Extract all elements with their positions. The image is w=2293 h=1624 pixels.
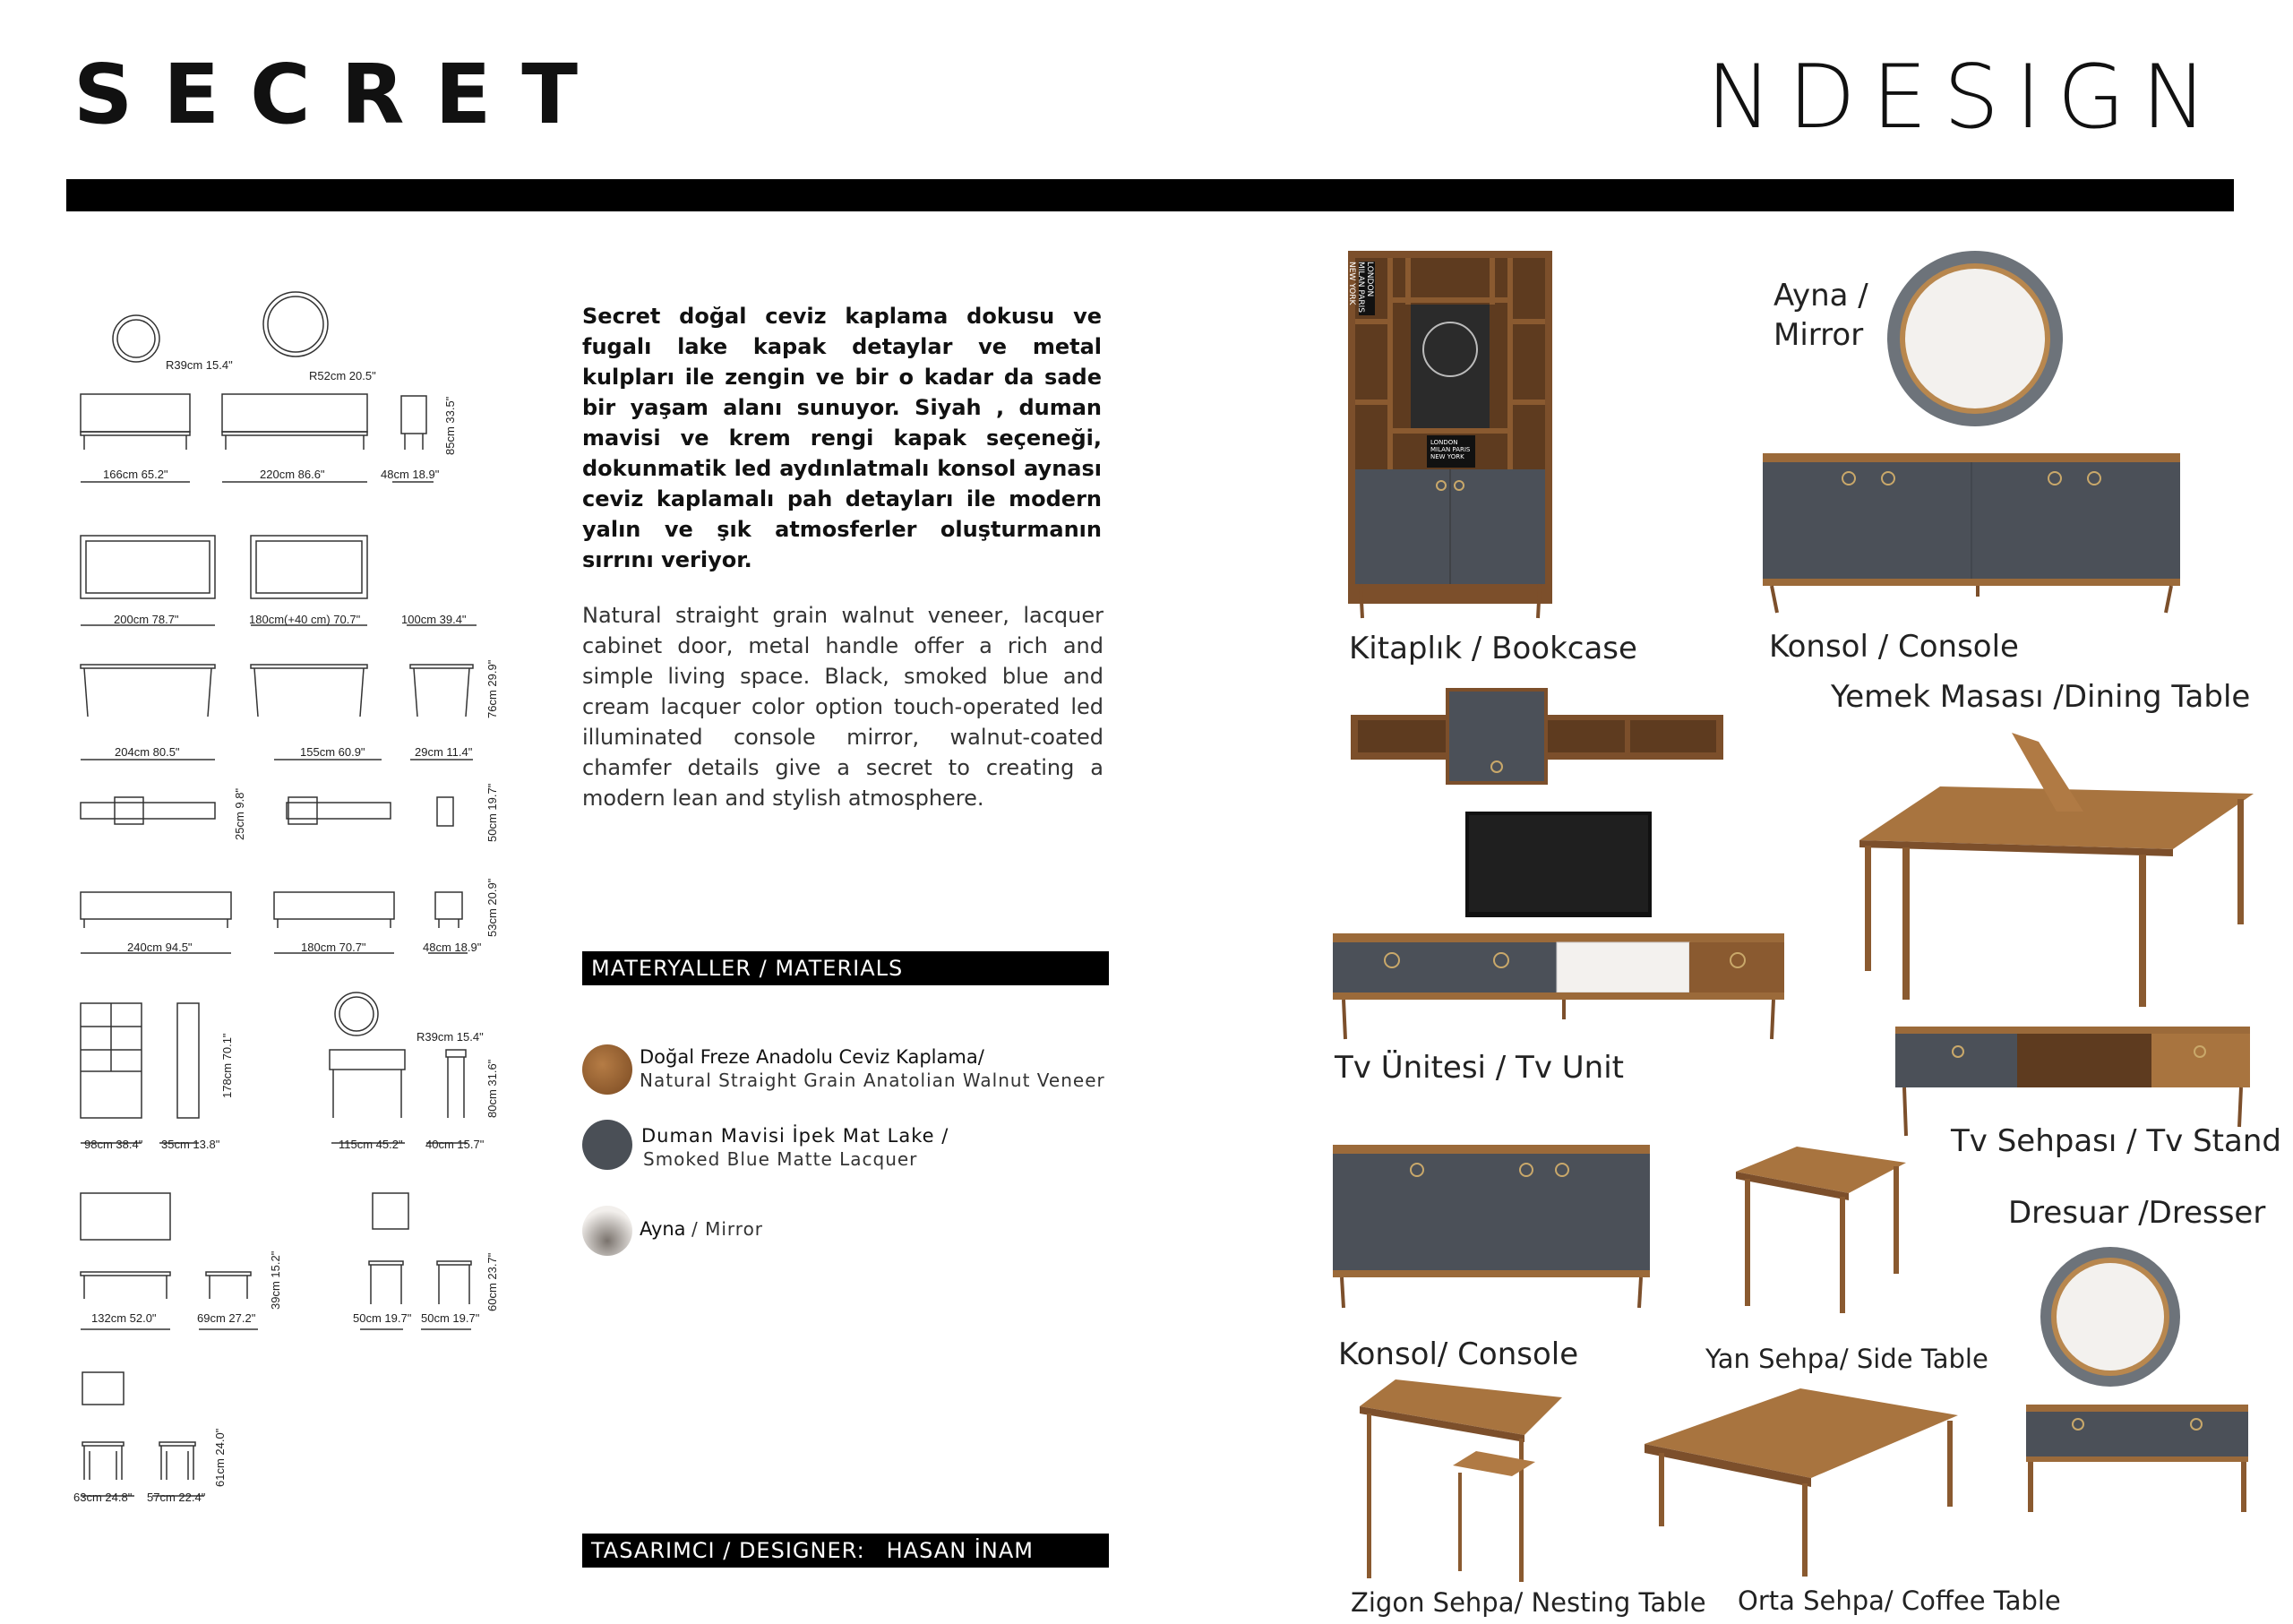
dim-console-small: 166cm 65.2"	[103, 468, 168, 481]
caption-bookcase: Kitaplık / Bookcase	[1349, 631, 1637, 666]
dim-book-d: 35cm 13.8"	[161, 1138, 220, 1151]
dim-console-depth: 48cm 18.9"	[381, 468, 440, 481]
dim-coffee-d: 69cm 27.2"	[197, 1311, 256, 1325]
console-image-top	[1763, 453, 2184, 623]
nesting-table-image	[1360, 1379, 1566, 1585]
caption-mirror	[1773, 276, 1868, 355]
dim-coffee-h: 39cm 15.2"	[269, 1250, 282, 1310]
materials-heading: MATERYALLER / MATERIALS	[582, 951, 1109, 985]
material-mirror-tr: Ayna	[640, 1218, 686, 1240]
dim-table-height: 76cm 29.9"	[485, 659, 499, 718]
caption-mirror-tr: Ayna /	[1773, 278, 1868, 314]
book-spine-2: LONDON MILAN PARIS NEW YORK	[1430, 439, 1471, 460]
dim-tv-height: 53cm 20.9"	[485, 878, 499, 937]
brand-title: SECRET	[73, 47, 609, 142]
dim-wall-h2: 50cm 19.7"	[485, 783, 499, 842]
material-walnut-tr: Doğal Freze Anadolu Ceviz Kaplama/	[640, 1046, 984, 1068]
caption-dresser: Dresuar /Dresser	[2008, 1195, 2266, 1231]
caption-mirror-en: Mirror	[1773, 317, 1864, 353]
tv-image	[1465, 812, 1653, 923]
designer-name: HASAN İNAM	[886, 1538, 1034, 1563]
caption-side-table: Yan Sehpa/ Side Table	[1705, 1344, 1988, 1374]
tv-unit-image	[1333, 933, 1790, 1050]
walnut-swatch	[582, 1044, 632, 1095]
dresser-image	[2021, 1245, 2254, 1514]
dim-book-w: 98cm 38.4"	[84, 1138, 143, 1151]
dim-dresser-w: 115cm 45.2"	[339, 1138, 403, 1151]
console-image-bottom	[1333, 1145, 1655, 1315]
caption-tv-stand: Tv Sehpası / Tv Stand	[1951, 1123, 2281, 1159]
dim-table-200: 200cm 78.7"	[114, 613, 179, 626]
caption-console-top: Konsol / Console	[1769, 629, 2019, 665]
material-lacquer-tr: Duman Mavisi İpek Mat Lake /	[641, 1125, 949, 1147]
description-turkish: Secret doğal ceviz kaplama dokusu ve fugalı lake kapak detaylar ve metal kulpları ile zengin ve bir o kadar da sade bir yaşam alanı sunuyor. Siyah , duman mavisi ve krem rengi kapak seçeneği, dokunmatik led aydınlatmalı konsol aynası ceviz kaplamalı pah detayları ile modern yalın ve şık atmosferler oluşturmanın sırrını veriyor.	[582, 304, 1102, 572]
dim-console-height: 85cm 33.5"	[443, 396, 457, 455]
material-lacquer-en: Smoked Blue Matte Lacquer	[643, 1148, 918, 1170]
dim-tv-depth: 48cm 18.9"	[423, 941, 482, 954]
dim-mirror-large: R52cm 20.5"	[309, 369, 376, 382]
designer-label: TASARIMCI / DESIGNER:	[591, 1538, 865, 1563]
caption-nesting: Zigon Sehpa/ Nesting Table	[1351, 1587, 1706, 1618]
dim-coffee-w: 132cm 52.0"	[91, 1311, 157, 1325]
dim-tv-180: 180cm 70.7"	[301, 941, 366, 954]
caption-console-bottom: Konsol/ Console	[1338, 1336, 1579, 1372]
book-spine-1: LONDON MILAN PARIS NEW YORK	[1347, 262, 1374, 314]
material-mirror-en: / Mirror	[691, 1218, 764, 1240]
material-walnut-en: Natural Straight Grain Anatolian Walnut Veneer	[640, 1070, 1105, 1091]
dim-table-depth: 100cm 39.4"	[401, 613, 467, 626]
designer-bar	[582, 1534, 1109, 1568]
caption-dining: Yemek Masası /Dining Table	[1831, 679, 2251, 715]
dim-table-180: 180cm(+40 cm) 70.7"	[249, 613, 361, 626]
coffee-table-image	[1645, 1388, 1967, 1585]
dim-console-large: 220cm 86.6"	[260, 468, 325, 481]
dim-mirror-small: R39cm 15.4"	[166, 358, 233, 372]
dim-dresser-h: 80cm 31.6"	[485, 1059, 499, 1118]
dim-side-d: 50cm 19.7"	[421, 1311, 480, 1325]
dim-side-h: 60cm 23.7"	[485, 1252, 499, 1311]
dim-nest-d: 57cm 22.4"	[147, 1491, 206, 1504]
dim-nest-h: 61cm 24.0"	[213, 1428, 227, 1487]
header-divider	[66, 179, 2234, 211]
dim-wall-155: 155cm 60.9"	[300, 745, 365, 759]
dim-wall-h1: 25cm 9.8"	[233, 787, 246, 840]
dim-tv-240: 240cm 94.5"	[127, 941, 193, 954]
dim-nest-w: 63cm 24.8"	[73, 1491, 133, 1504]
caption-tv-unit: Tv Ünitesi / Tv Unit	[1335, 1050, 1624, 1086]
mirror-swatch	[582, 1206, 632, 1256]
dim-wall-depth: 29cm 11.4"	[415, 745, 473, 759]
dim-wall-204: 204cm 80.5"	[115, 745, 180, 759]
dim-dresser-mirror: R39cm 15.4"	[417, 1030, 484, 1044]
caption-coffee: Orta Sehpa/ Coffee Table	[1738, 1585, 2061, 1616]
wall-shelf-image	[1351, 690, 1727, 788]
dim-side-w: 50cm 19.7"	[353, 1311, 412, 1325]
lacquer-swatch	[582, 1120, 632, 1170]
description-english: Natural straight grain walnut veneer, lacquer cabinet door, metal handle offer a rich and simple living space. Black, smoked blue and cream lacquer color option touch-operated led illuminated console mirror, walnut-coated chamfer details give a secret to creating a modern lean and stylish atmosphere.	[582, 603, 1104, 811]
side-table-image	[1736, 1147, 1915, 1317]
dim-book-h: 178cm 70.1"	[220, 1033, 234, 1098]
ndesign-logo: NDESIGN	[1706, 47, 2224, 149]
dim-dresser-d: 40cm 15.7"	[425, 1138, 485, 1151]
dining-table-image	[1859, 733, 2254, 1010]
round-mirror-image	[1885, 249, 2065, 428]
